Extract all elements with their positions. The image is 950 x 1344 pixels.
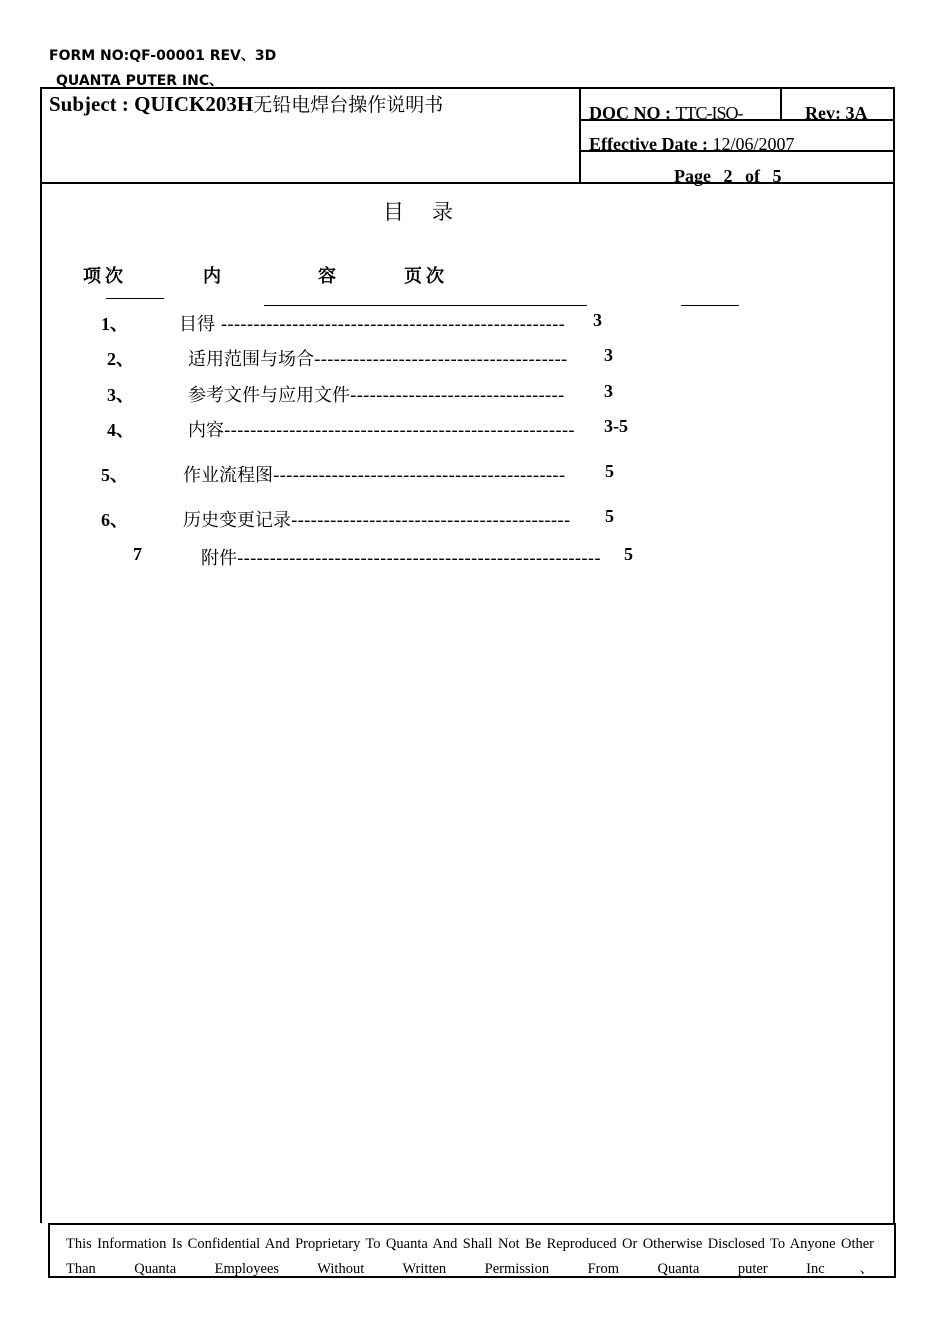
toc-entry-number: 5、 (101, 465, 128, 485)
doc-number (589, 103, 743, 124)
rev-divider (780, 87, 782, 120)
effective-date (589, 134, 794, 155)
toc-entry-text: 适用范围与场合--------------------------------------- (188, 349, 568, 370)
toc-entry-text: 历史变更记录------------------------------------------- (183, 510, 571, 531)
page-indicator: Page 2 of 5 (674, 166, 782, 186)
toc-entry-page: 5 (624, 544, 633, 564)
toc-entry-text: 内容------------------------------------------------------ (188, 420, 575, 441)
toc-entry-number: 7 (133, 544, 142, 564)
toc-entry-number: 6、 (101, 510, 128, 530)
toc-entry-page: 3 (593, 310, 602, 330)
effective-date-value: 12/06/2007 (712, 134, 795, 154)
col-item-header: 项次 (83, 266, 127, 287)
document-frame (40, 87, 895, 1223)
subject-line (49, 90, 443, 117)
doc-no-value: TTC-ISO- (675, 103, 743, 123)
item-underline (106, 298, 164, 299)
confidentiality-notice: This Information Is Confidential And Proprietary To Quanta And Shall Not Be Reproduced Or Otherwise Disclosed To Anyone Other Than Quanta Employees Without Written Permission From Quanta puter Inc、 (66, 1236, 874, 1277)
toc-entry-page: 3 (604, 345, 613, 365)
toc-entry-page: 5 (605, 506, 614, 526)
toc-entry-text: 附件-------------------------------------------------------- (201, 548, 601, 569)
toc-entry-number: 4、 (107, 420, 134, 440)
subject-code: QUICK203H (134, 92, 254, 116)
toc-entry-text: 参考文件与应用文件--------------------------------- (188, 385, 565, 406)
doc-no-label: DOC NO : (589, 103, 671, 123)
col-content-header-2: 容 (318, 266, 340, 287)
subject-label: Subject : (49, 92, 129, 116)
effective-date-label: Effective Date : (589, 134, 708, 154)
toc-title: 目录 (383, 200, 481, 224)
subject-title: 无铅电焊台操作说明书 (253, 94, 444, 116)
toc-entry-page: 3 (604, 381, 613, 401)
toc-entry-number: 3、 (107, 385, 134, 405)
content-underline (264, 305, 587, 306)
toc-entry-number: 2、 (107, 349, 134, 369)
toc-entry-text: 作业流程图--------------------------------------------- (183, 465, 566, 486)
revision: Rev: 3A (805, 103, 868, 123)
header-divider (579, 87, 581, 184)
col-page-header: 页次 (404, 266, 448, 287)
col-content-header-1: 内 (203, 266, 225, 287)
form-number: FORM NO:QF-00001 REV、3D (49, 48, 277, 64)
toc-entry-page: 5 (605, 461, 614, 481)
page-underline (681, 305, 739, 306)
toc-entry-text: 目得 ----------------------------------------------------- (179, 314, 565, 335)
toc-entry-number: 1、 (101, 314, 128, 334)
toc-entry-page: 3-5 (604, 416, 628, 436)
company-name: QUANTA PUTER INC、 (56, 73, 224, 89)
